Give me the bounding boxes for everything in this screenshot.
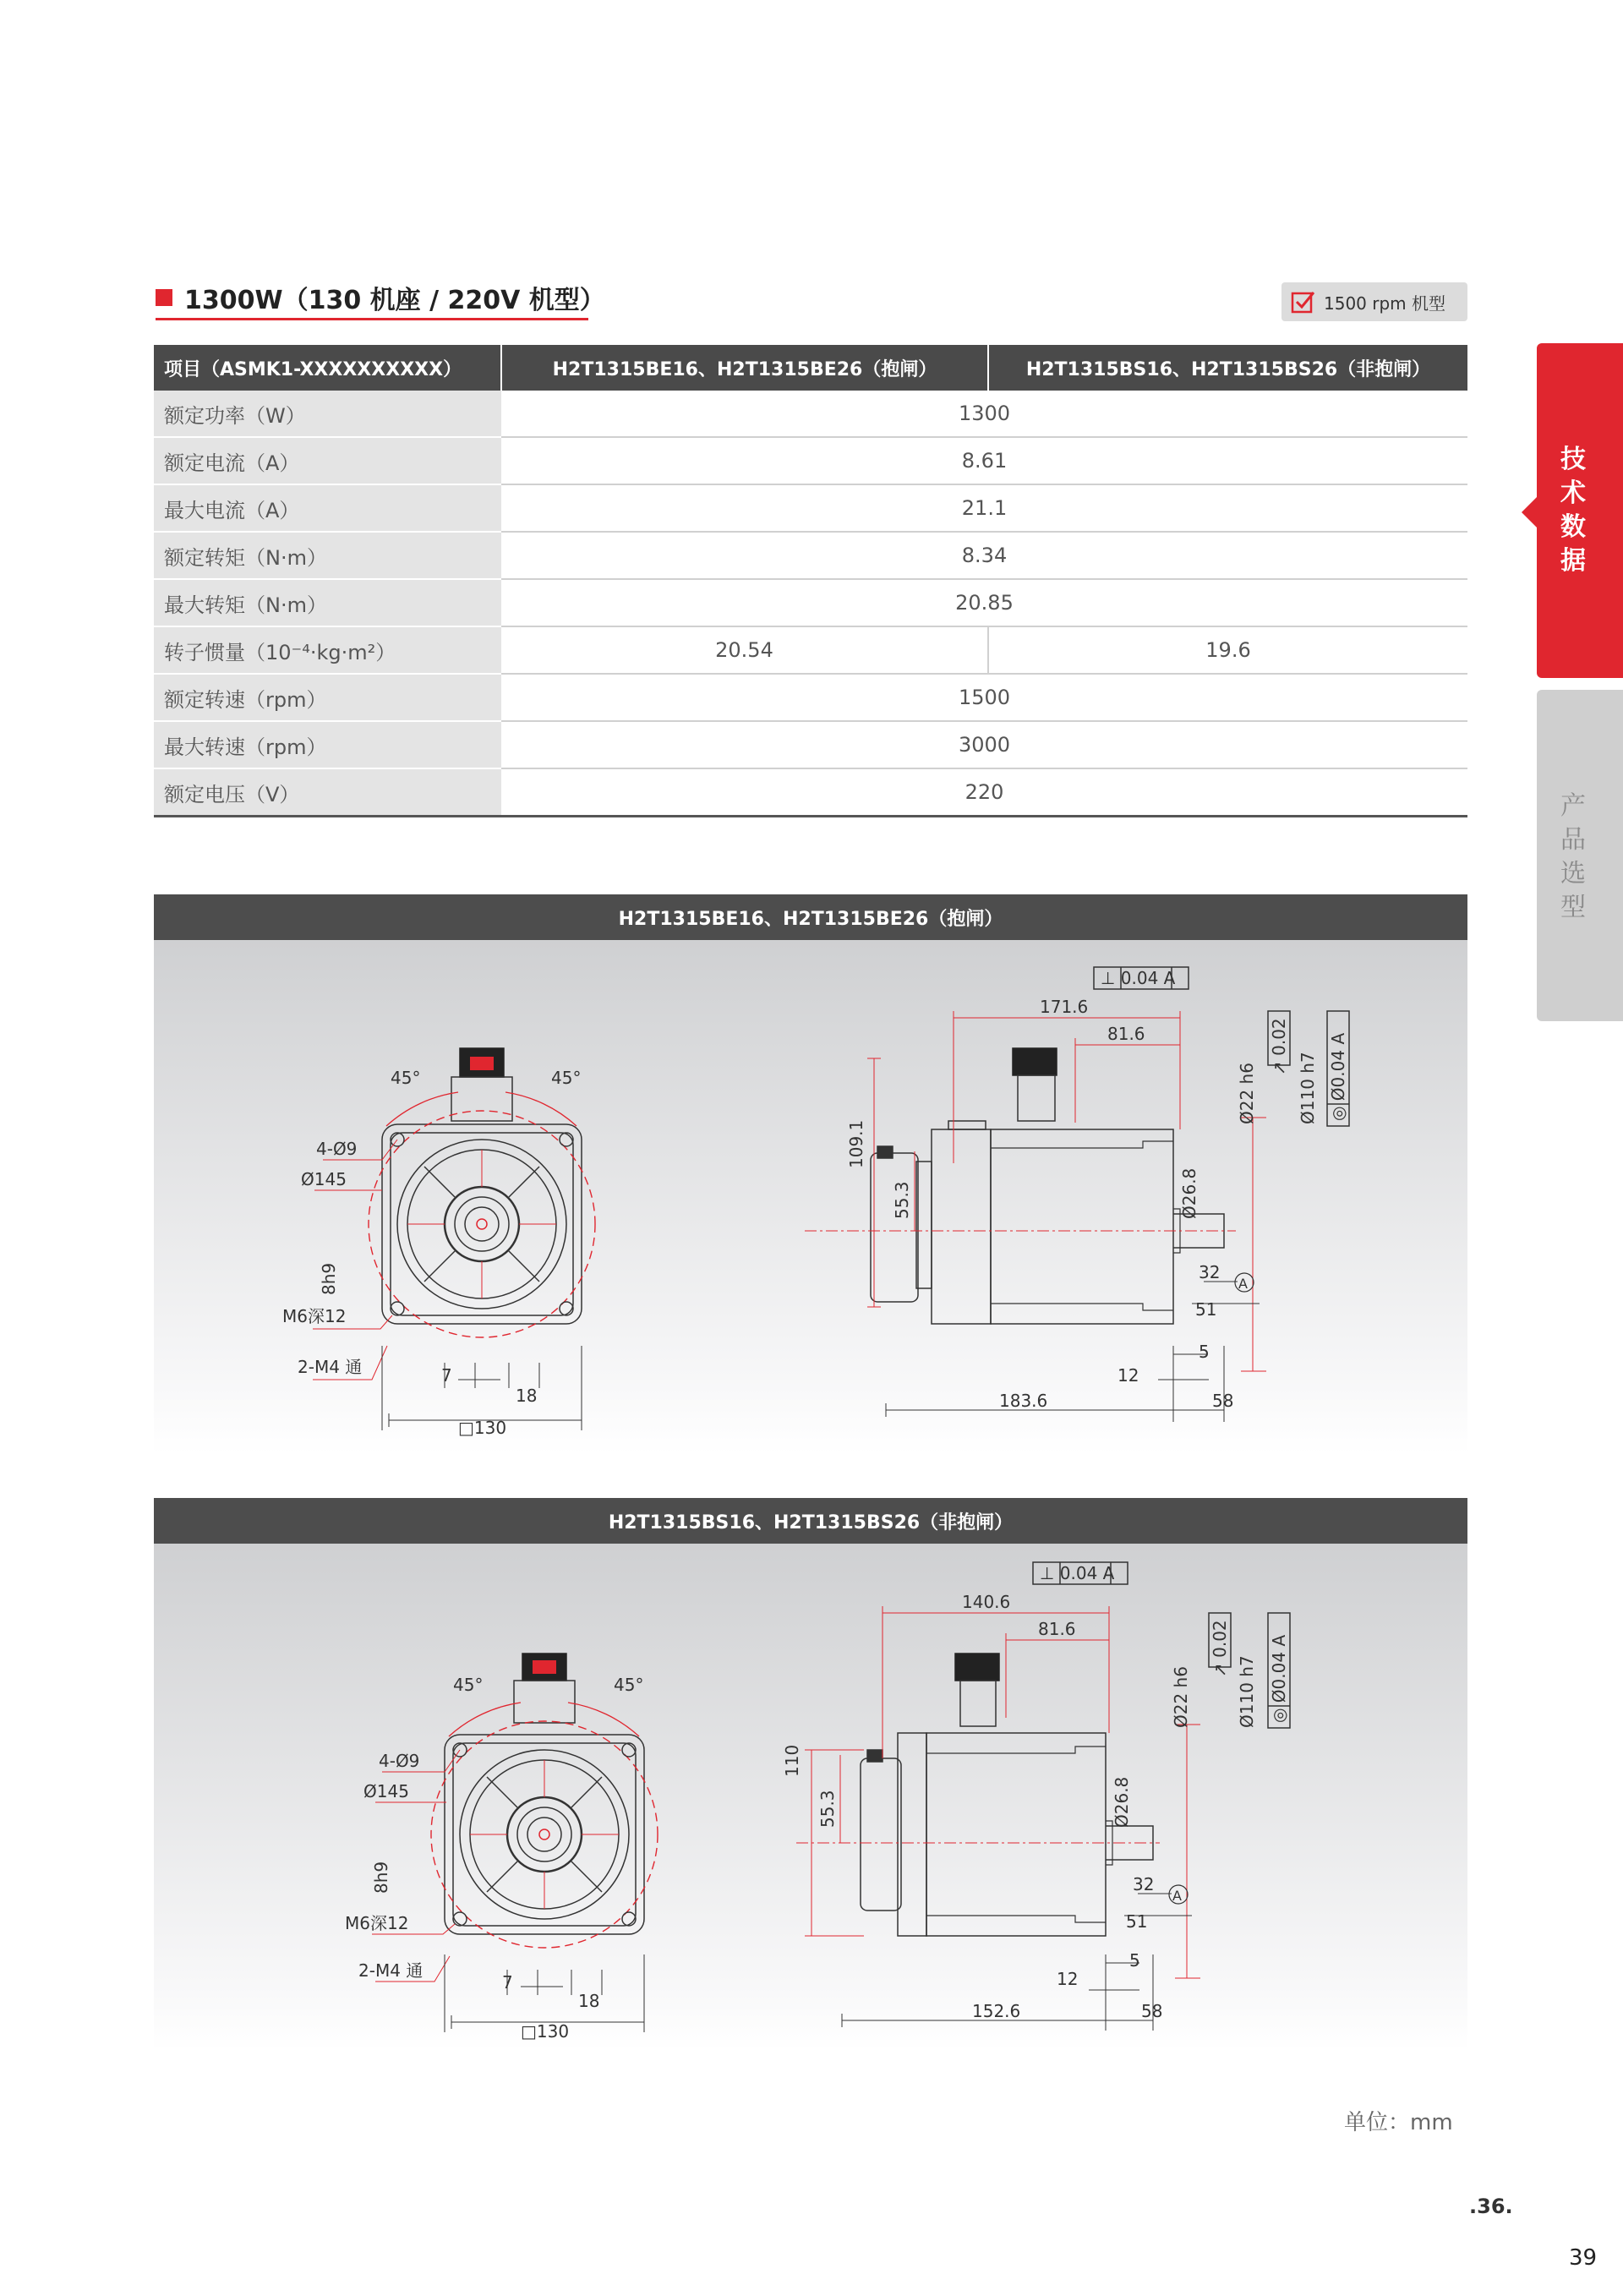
dim-shaft-dia: Ø26.8 bbox=[1112, 1776, 1132, 1828]
tab-char: 产 bbox=[1560, 791, 1586, 821]
dim-holes: 4-Ø9 bbox=[316, 1139, 358, 1159]
dim-12: 12 bbox=[1057, 1969, 1079, 1989]
row-value: 8.61 bbox=[501, 437, 1467, 484]
dim-18: 18 bbox=[516, 1386, 538, 1406]
table-row bbox=[154, 391, 1467, 437]
tab-char: 据 bbox=[1560, 546, 1586, 576]
dim-thread: M6深12 bbox=[345, 1913, 409, 1933]
dim-5: 5 bbox=[1129, 1950, 1140, 1971]
row-value: 1500 bbox=[501, 674, 1467, 721]
row-value: 1300 bbox=[501, 391, 1467, 437]
dim-holes: 4-Ø9 bbox=[379, 1751, 420, 1771]
row-label: 最大转矩（N·m） bbox=[154, 579, 501, 626]
dim-tol-perp: ⊥ 0.04 A bbox=[1101, 968, 1176, 988]
row-value: 20.85 bbox=[501, 579, 1467, 626]
front-dims-no-brake bbox=[345, 1675, 643, 2042]
dim-key: 8h9 bbox=[371, 1861, 391, 1894]
dim-pcd: Ø145 bbox=[301, 1169, 347, 1189]
row-label: 最大电流（A） bbox=[154, 484, 501, 532]
dim-len-front: 81.6 bbox=[1038, 1619, 1076, 1639]
tab-char: 数 bbox=[1560, 512, 1586, 542]
dim-tap: 2-M4 通 bbox=[298, 1357, 363, 1377]
tab-char: 术 bbox=[1560, 478, 1586, 508]
table-row bbox=[154, 532, 1467, 579]
dim-height-half: 55.3 bbox=[817, 1790, 838, 1828]
section-title-text: 1300W（130 机座 / 220V 机型） bbox=[184, 286, 605, 315]
table-row bbox=[154, 721, 1467, 768]
tab-char: 型 bbox=[1560, 893, 1586, 922]
dim-32: 32 bbox=[1199, 1262, 1221, 1282]
motor-drawing-no-brake bbox=[154, 1544, 1467, 2051]
motor-drawing-brake bbox=[154, 940, 1467, 1454]
tab-char: 品 bbox=[1560, 825, 1586, 855]
row-label: 额定电压（V） bbox=[154, 768, 501, 817]
spec-table-header bbox=[154, 345, 1467, 391]
page-number: 39 bbox=[1569, 2245, 1598, 2271]
dim-tol-perp: ⊥ 0.04 A bbox=[1040, 1563, 1115, 1583]
row-label: 额定功率（W） bbox=[154, 391, 501, 437]
dim-fit-spigot: Ø110 h7 bbox=[1237, 1655, 1257, 1728]
row-value-no-brake: 19.6 bbox=[988, 626, 1467, 674]
header-item: 项目（ASMK1-XXXXXXXXXX） bbox=[154, 345, 501, 391]
row-label: 额定电流（A） bbox=[154, 437, 501, 484]
row-label: 额定转矩（N·m） bbox=[154, 532, 501, 579]
dim-angle-right: 45° bbox=[551, 1068, 582, 1088]
dim-7: 7 bbox=[502, 1972, 513, 1993]
dim-fit-shaft: Ø22 h6 bbox=[1237, 1063, 1257, 1124]
dim-pcd: Ø145 bbox=[363, 1781, 409, 1801]
dim-58: 58 bbox=[1141, 2001, 1163, 2021]
header-no-brake: H2T1315BS16、H2T1315BS26（非抱闸） bbox=[988, 345, 1467, 391]
section-page-number: .36. bbox=[1469, 2195, 1513, 2218]
dim-51: 51 bbox=[1126, 1911, 1148, 1932]
dim-angle-left: 45° bbox=[453, 1675, 484, 1695]
dim-tap: 2-M4 通 bbox=[358, 1960, 424, 1981]
dim-thread: M6深12 bbox=[282, 1306, 347, 1326]
front-dims-brake bbox=[282, 1068, 581, 1438]
drawing-panel-brake bbox=[154, 940, 1467, 1454]
dim-58: 58 bbox=[1212, 1391, 1234, 1411]
dim-angle-right: 45° bbox=[614, 1675, 644, 1695]
dim-18: 18 bbox=[578, 1991, 600, 2011]
dim-tol-coax: ◎ Ø0.04 A bbox=[1269, 1634, 1289, 1723]
dim-51: 51 bbox=[1195, 1299, 1217, 1320]
drawing-panel-no-brake bbox=[154, 1544, 1467, 2051]
tab-product-selection[interactable] bbox=[1537, 690, 1623, 1021]
row-label: 转子惯量（10⁻⁴·kg·m²） bbox=[154, 626, 501, 674]
tab-char: 技 bbox=[1560, 445, 1586, 474]
dim-tol-coax: ◎ Ø0.04 A bbox=[1328, 1032, 1348, 1121]
row-label: 额定转速（rpm） bbox=[154, 674, 501, 721]
row-value: 3000 bbox=[501, 721, 1467, 768]
dim-angle-left: 45° bbox=[391, 1068, 421, 1088]
active-tab-notch bbox=[1522, 497, 1537, 528]
table-row bbox=[154, 484, 1467, 532]
drawing-title-brake: H2T1315BE16、H2T1315BE26（抱闸） bbox=[154, 894, 1467, 940]
dim-7: 7 bbox=[441, 1365, 452, 1386]
dim-runout: ↗ 0.02 bbox=[1269, 1018, 1289, 1075]
table-row bbox=[154, 437, 1467, 484]
spec-table bbox=[154, 345, 1467, 817]
datum-label: A bbox=[1172, 1888, 1182, 1904]
rpm-badge bbox=[1281, 282, 1467, 321]
dim-len-front: 81.6 bbox=[1107, 1024, 1145, 1044]
table-row bbox=[154, 579, 1467, 626]
dim-height-total: 110 bbox=[782, 1744, 802, 1777]
table-row bbox=[154, 768, 1467, 817]
dim-height-total: 109.1 bbox=[846, 1119, 866, 1168]
dim-fit-shaft: Ø22 h6 bbox=[1171, 1666, 1191, 1728]
tab-technical-data[interactable] bbox=[1537, 343, 1623, 678]
row-value: 21.1 bbox=[501, 484, 1467, 532]
dim-shaft-dia: Ø26.8 bbox=[1179, 1167, 1199, 1219]
dim-body: 152.6 bbox=[972, 2001, 1021, 2021]
table-row bbox=[154, 674, 1467, 721]
dim-len-total: 140.6 bbox=[962, 1592, 1011, 1612]
rpm-badge-label: 1500 rpm 机型 bbox=[1324, 292, 1446, 314]
header-brake: H2T1315BE16、H2T1315BE26（抱闸） bbox=[501, 345, 988, 391]
dim-height-half: 55.3 bbox=[892, 1181, 912, 1219]
dim-32: 32 bbox=[1133, 1874, 1155, 1894]
unit-note: 单位：mm bbox=[1344, 2110, 1453, 2135]
table-row bbox=[154, 626, 1467, 674]
drawing-title-no-brake: H2T1315BS16、H2T1315BS26（非抱闸） bbox=[154, 1498, 1467, 1544]
row-value: 8.34 bbox=[501, 532, 1467, 579]
row-label: 最大转速（rpm） bbox=[154, 721, 501, 768]
dim-square: □130 bbox=[458, 1418, 507, 1438]
dim-key: 8h9 bbox=[319, 1262, 339, 1295]
checkbox-icon bbox=[1290, 289, 1315, 314]
side-view-brake bbox=[805, 967, 1349, 1422]
dim-runout: ↗ 0.02 bbox=[1210, 1620, 1230, 1677]
section-title bbox=[156, 279, 605, 316]
side-dims-no-brake bbox=[782, 1563, 1289, 2021]
dim-len-total: 171.6 bbox=[1040, 997, 1089, 1017]
row-value: 220 bbox=[501, 768, 1467, 817]
row-value-brake: 20.54 bbox=[501, 626, 988, 674]
datum-label: A bbox=[1238, 1276, 1248, 1292]
dim-12: 12 bbox=[1118, 1365, 1139, 1386]
side-dims-brake bbox=[846, 968, 1348, 1411]
dim-fit-spigot: Ø110 h7 bbox=[1298, 1052, 1318, 1124]
tab-char: 选 bbox=[1560, 859, 1586, 888]
dim-square: □130 bbox=[521, 2021, 570, 2042]
dim-5: 5 bbox=[1199, 1342, 1210, 1362]
title-square-icon bbox=[156, 289, 172, 306]
dim-body: 183.6 bbox=[999, 1391, 1048, 1411]
title-underline bbox=[156, 318, 588, 320]
